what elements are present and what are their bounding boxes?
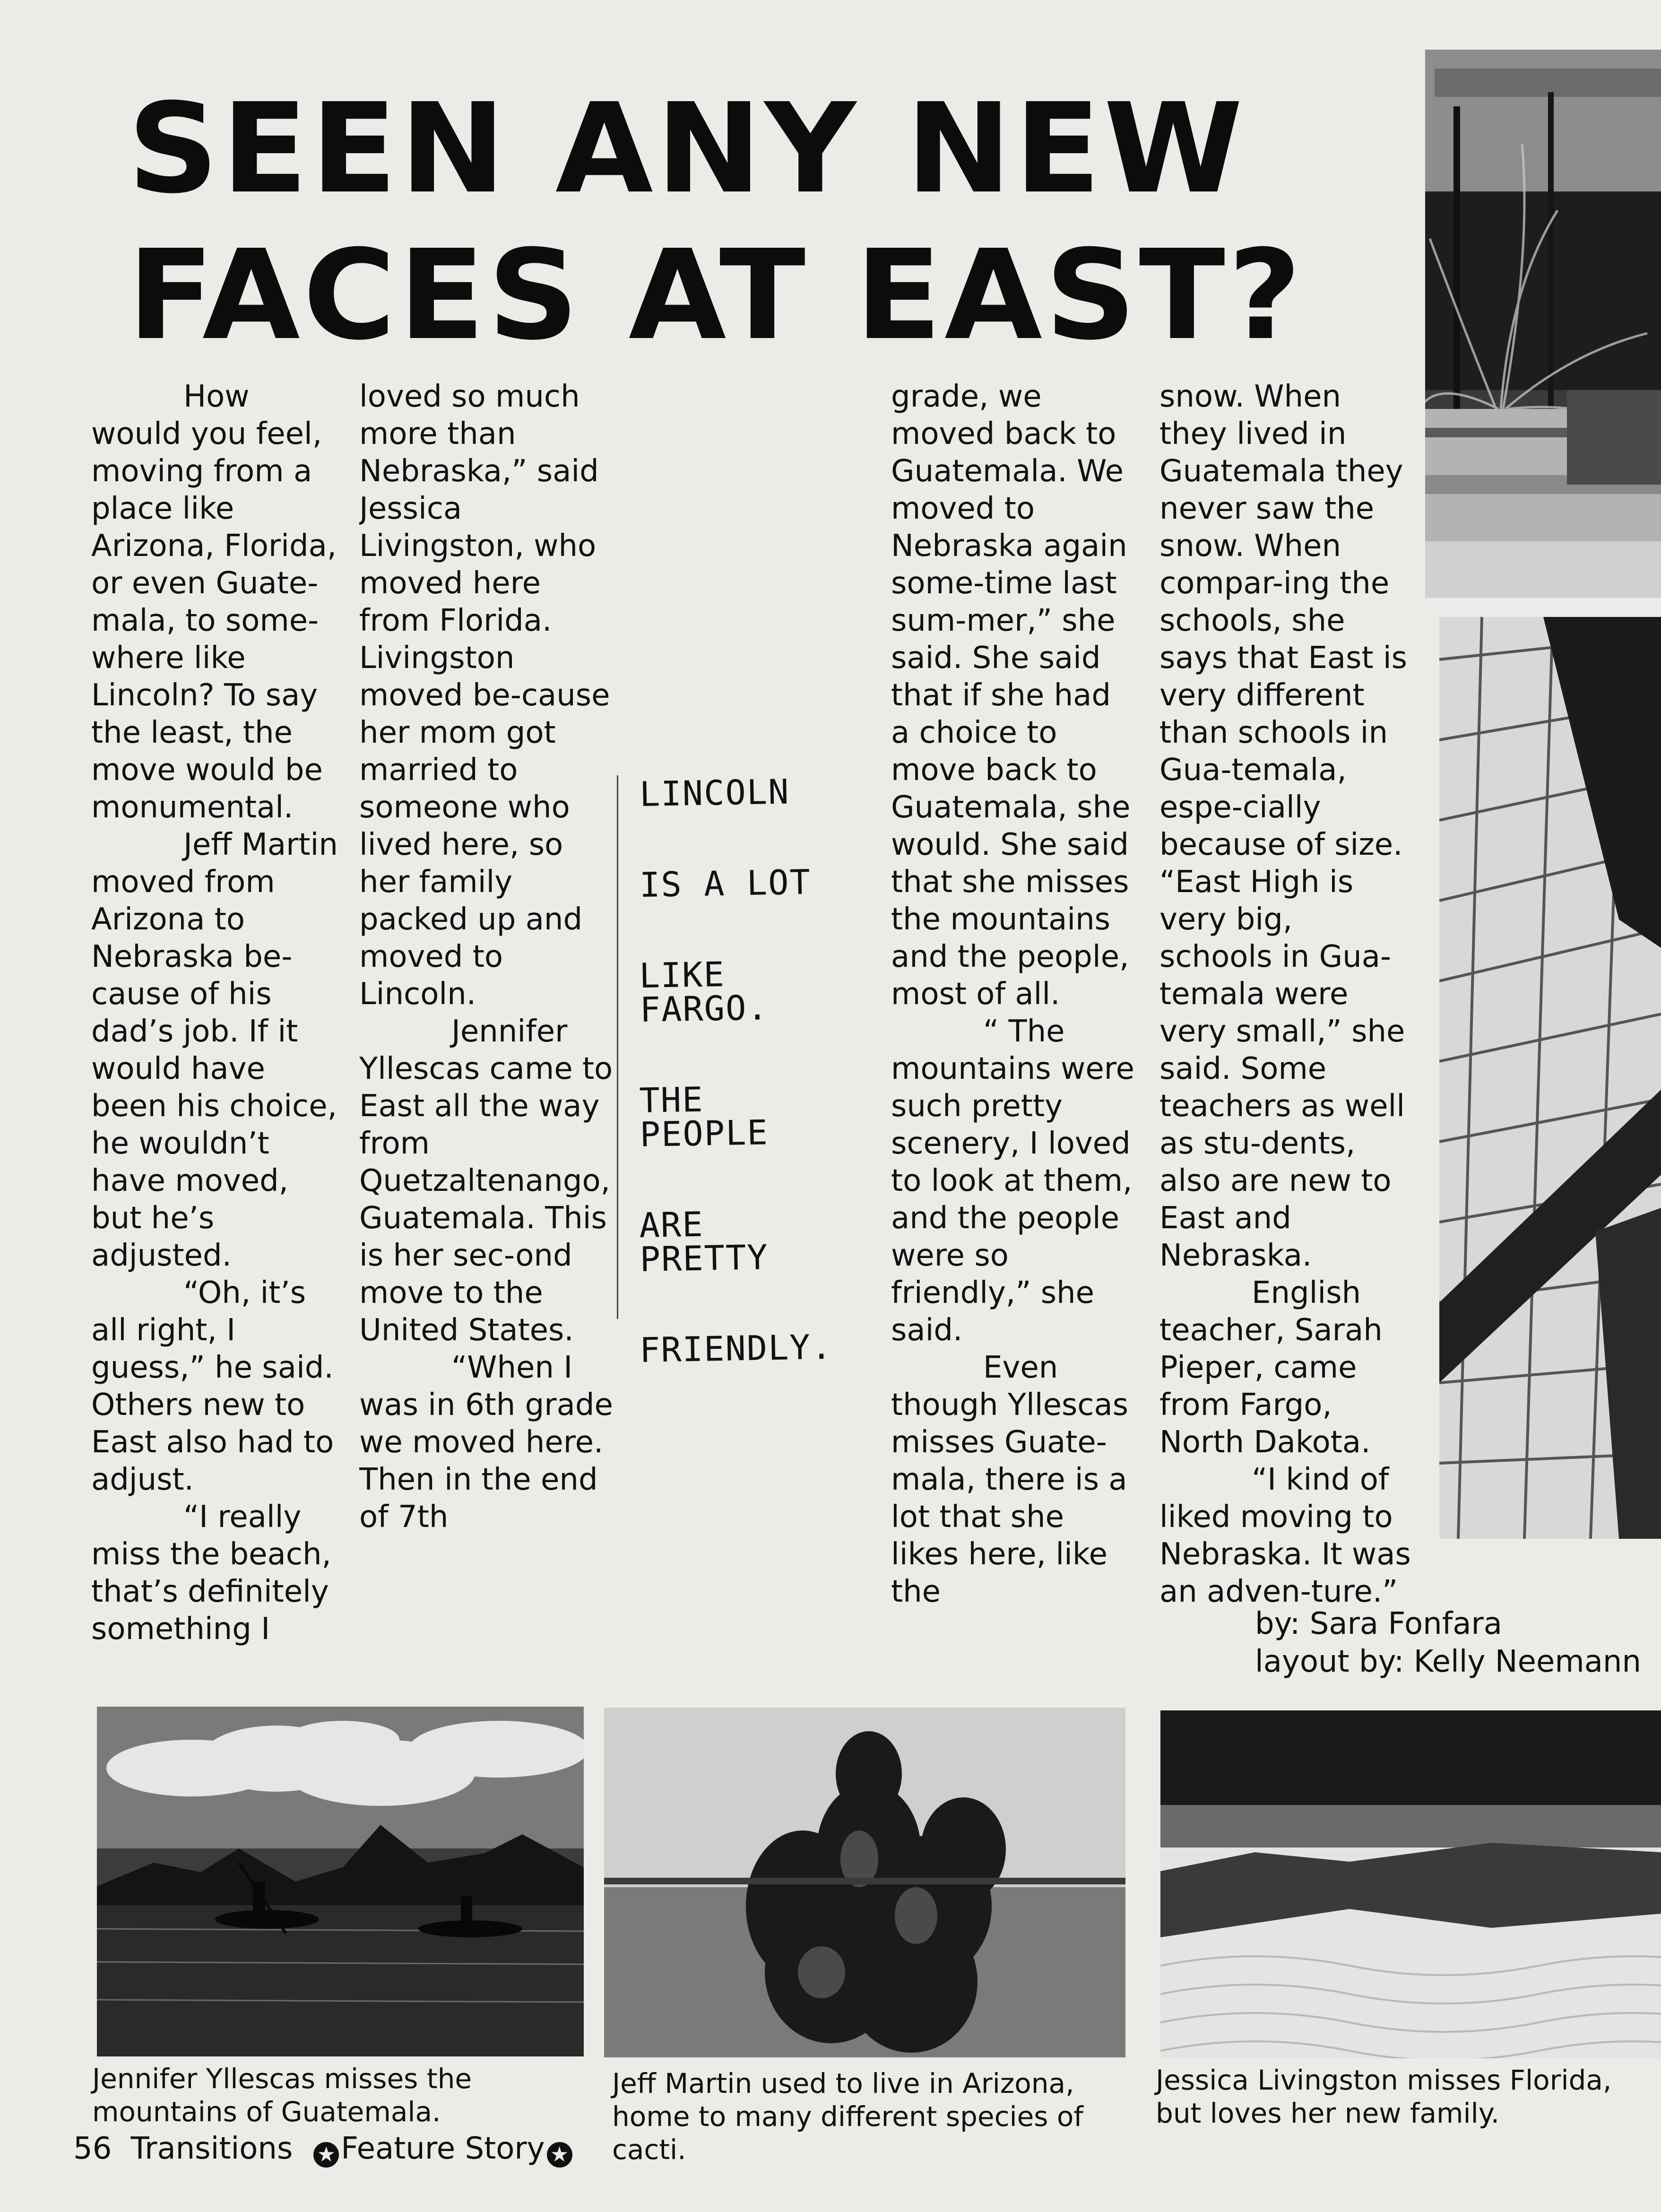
- pull-quote-line: LINCOLN: [639, 772, 790, 814]
- paragraph: “Oh, it’s all right, I guess,” he said. Others new to East also had to adjust.: [91, 1275, 334, 1497]
- headline-line-1: SEEN ANY NEW: [128, 77, 1246, 221]
- star-circle-icon: ★: [313, 2142, 339, 2168]
- skylight-grid-photo: [1439, 617, 1661, 1539]
- pull-quote-line: IS A LOT: [639, 862, 812, 905]
- headline-line-2: FACES AT EAST?: [128, 223, 1305, 367]
- paragraph: How would you feel, moving from a place like Arizona, Florida, or even Guate-mala, to some-where like Lincoln? To say the least, the move would be monumental.: [91, 379, 337, 825]
- paragraph: “I really miss the beach, that’s definitely something I: [91, 1500, 331, 1647]
- layout-credit: layout by: Kelly Neemann: [1255, 1644, 1642, 1679]
- caption-cactus-photo: Jeff Martin used to live in Arizona, home to many different species of cacti.: [612, 2067, 1083, 2166]
- paragraph: snow. When they lived in Guatemala they never saw the snow. When compar-ing the schools, she says that East is very different than schools in Gua-temala, espe-cially because of size. “East High is very big, schools in Gua-temala were very small,” she said. Some teachers as well as stu-dents, also are new to East and Nebraska.: [1159, 379, 1407, 1273]
- paragraph: grade, we moved back to Guatemala. We moved to Nebraska again some-time last sum-mer,” she said. She said that if she had a choice to move back to Guatemala, she would. She said that she misses the mountains and the people, most of all.: [891, 379, 1131, 1012]
- interior-plants-photo: [1425, 50, 1661, 598]
- cactus-photo: [604, 1708, 1125, 2057]
- paragraph: “I kind of liked moving to Nebraska. It was an adven-ture.”: [1159, 1462, 1411, 1609]
- caption-beach-photo: Jessica Livingston misses Florida, but loves her new family.: [1156, 2064, 1612, 2129]
- article-column-1: [91, 378, 346, 1678]
- pull-quote-line: LIKE FARGO.: [639, 954, 769, 1030]
- paragraph: Jeff Martin moved from Arizona to Nebraska be-cause of his dad’s job. If it would have been his choice, he wouldn’t have moved, but he’s adjusted.: [91, 827, 338, 1273]
- pull-quote-line: ARE PRETTY: [639, 1204, 769, 1279]
- headline: [128, 76, 1391, 369]
- pull-quote: [617, 772, 853, 1370]
- paragraph: loved so much more than Nebraska,” said Jessica Livingston, who moved here from Florida. Livingston moved be-cause her mom got married to someone who lived here, so her family packed up and moved to Lincoln.: [359, 379, 610, 1012]
- article-column-2: [359, 378, 614, 1678]
- caption-lake-photo: Jennifer Yllescas misses the mountains of Guatemala.: [92, 2063, 472, 2128]
- article-column-4: [1159, 378, 1415, 1702]
- paragraph: “ The mountains were such pretty scenery, I loved to look at them, and the people were so friendly,” she said.: [891, 1014, 1134, 1348]
- beach-photo: [1160, 1710, 1661, 2058]
- credits: [1255, 1605, 1652, 1681]
- pull-quote-line: FRIENDLY.: [639, 1327, 833, 1370]
- section-label: Feature Story: [341, 2131, 545, 2166]
- pull-quote-line: THE PEOPLE: [639, 1079, 769, 1154]
- paragraph: Even though Yllescas misses Guate-mala, there is a lot that she likes here, like the: [891, 1350, 1129, 1609]
- page-number: 56: [73, 2131, 112, 2166]
- star-circle-icon: ★: [547, 2142, 572, 2168]
- section-name: Transitions: [130, 2131, 293, 2166]
- kayak-lake-photo: [97, 1707, 584, 2056]
- article-column-3: [891, 378, 1137, 1678]
- paragraph: English teacher, Sarah Pieper, came from Fargo, North Dakota.: [1159, 1275, 1383, 1460]
- paragraph: “When I was in 6th grade we moved here. Then in the end of 7th: [359, 1350, 613, 1535]
- page-footer: [73, 2130, 574, 2168]
- paragraph: Jennifer Yllescas came to East all the way from Quetzaltenango, Guatemala. This is her sec-ond move to the United States.: [359, 1014, 613, 1348]
- byline: by: Sara Fonfara: [1255, 1606, 1502, 1641]
